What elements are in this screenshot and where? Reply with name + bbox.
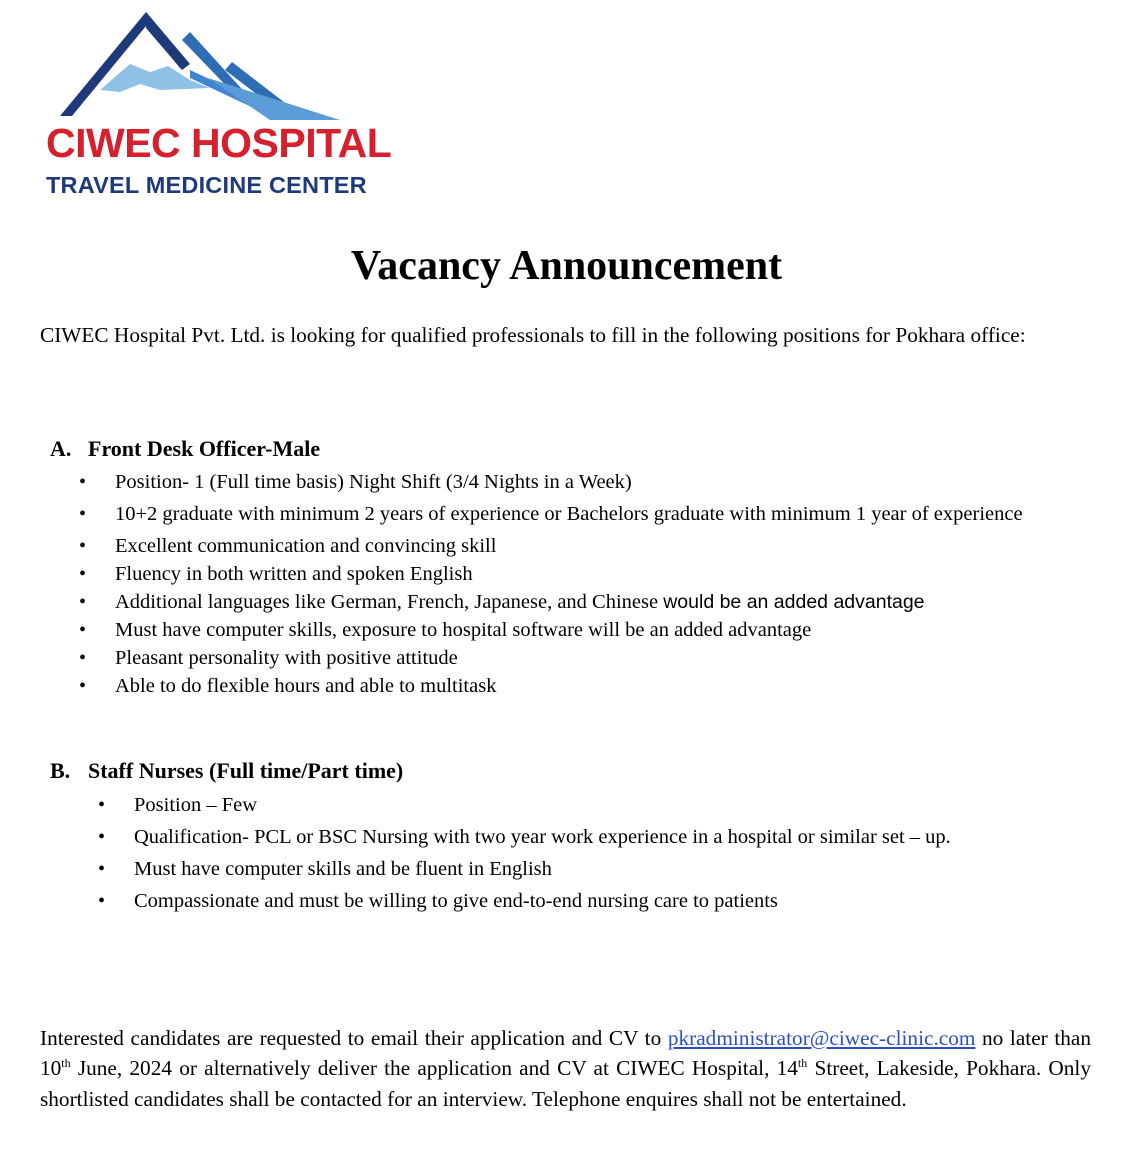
closing-text-1: Interested candidates are requested to email their application and CV to — [40, 1026, 668, 1050]
logo-tagline: TRAVEL MEDICINE CENTER — [46, 172, 367, 198]
section-a-title: Front Desk Officer-Male — [88, 436, 321, 461]
section-b-letter: B. — [50, 758, 71, 783]
email-link[interactable]: pkradministrator@ciwec-clinic.com — [667, 1026, 976, 1050]
closing-text-2: no later than 10 — [40, 1026, 1091, 1081]
section-b-title: Staff Nurses (Full time/Part time) — [88, 758, 404, 783]
languages-advantage-text: would be an added advantage — [663, 591, 925, 613]
languages-text: Additional languages like German, French, Japanese, and Chinese — [115, 591, 664, 613]
closing-text-4: Street, Lakeside, Pokhara. Only shortlisted candidates shall be contacted for an interview. Telephone enquires shall not be entertained. — [40, 1056, 1091, 1111]
list-item — [115, 587, 1091, 617]
ciwec-logo — [40, 8, 392, 198]
list-item: • Compassionate and must be willing to give end-to-end nursing care to patients — [134, 886, 1091, 916]
list-item: • Excellent communication and convincing skill — [115, 531, 1091, 561]
list-item: • Pleasant personality with positive attitude — [115, 643, 1091, 673]
section-a-list — [115, 467, 1091, 701]
page-title: Vacancy Announcement — [350, 243, 783, 289]
closing-text-3: June, 2024 or alternatively deliver the application and CV at CIWEC Hospital, 14 — [70, 1056, 798, 1081]
ordinal-suffix: th — [61, 1056, 71, 1071]
section-b-list — [134, 790, 1091, 918]
list-item: • Fluency in both written and spoken English — [115, 559, 1091, 589]
list-item: • Must have computer skills, exposure to hospital software will be an added advantage — [115, 615, 1091, 645]
mountain-logo-icon — [40, 8, 380, 128]
ordinal-suffix: th — [797, 1056, 808, 1071]
section-b-heading — [50, 756, 403, 786]
intro-paragraph: CIWEC Hospital Pvt. Ltd. is looking for qualified professionals to fill in the following positions for Pokhara office: — [40, 323, 1026, 347]
list-item: • 10+2 graduate with minimum 2 years of experience or Bachelors graduate with minimum 1 year of experience — [115, 499, 1091, 529]
list-item: • Able to do flexible hours and able to multitask — [115, 671, 1091, 701]
logo-hospital-name: CIWEC HOSPITAL — [46, 120, 392, 166]
section-a-heading — [50, 434, 320, 464]
list-item: • Position – Few — [134, 790, 1091, 820]
list-item: • Must have computer skills and be fluent in English — [134, 854, 1091, 884]
list-item: • Qualification- PCL or BSC Nursing with two year work experience in a hospital or similar set – up. — [134, 822, 1091, 852]
list-item: • Position- 1 (Full time basis) Night Shift (3/4 Nights in a Week) — [115, 467, 1091, 497]
closing-paragraph — [40, 1023, 1091, 1114]
section-a-letter: A. — [50, 436, 72, 461]
